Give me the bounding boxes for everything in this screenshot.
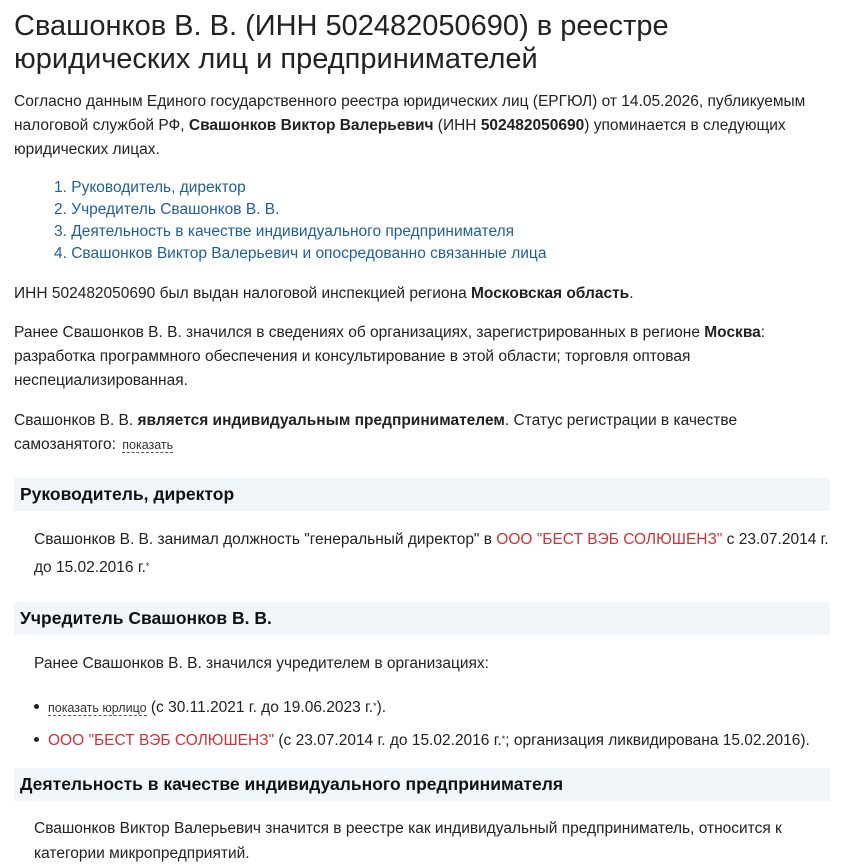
entrepreneur-paragraph: Свашонков Виктор Валерьевич значится в реестре как индивидуальный предприниматель, относится к категории микропредприятий. [34,820,782,862]
director-text: Свашонков В. В. занимал должность "генеральный директор" в [34,531,497,548]
footnote-star: * [501,734,506,744]
org-link[interactable]: ООО "БЕСТ ВЭБ СОЛЮШЕНЗ" [496,531,723,548]
toc-link-entrepreneur[interactable]: 3. Деятельность в качестве индивидуального предпринимателя [54,223,515,240]
ip-text: Свашонков В. В. [14,412,138,429]
inn-value: 502482050690 [480,117,585,134]
intro-paragraph [14,90,840,162]
inn-region: Московская область [471,285,630,302]
intro-text: ) упоминается в следующих юридических лицах. [14,117,786,158]
ip-text: . Статус регистрации в качестве самозанятого: [14,412,738,453]
intro-text: Согласно данным Единого государственного реестра юридических лиц (ЕРГЮЛ) от 14.05.2026, публикуемым налоговой службой РФ, [14,93,806,134]
founder-lead: Ранее Свашонков В. В. значился учредителем в организациях: [34,655,489,672]
footnote-star: * [145,561,150,571]
entrepreneur-status-paragraph [14,409,840,457]
founder-item-text: ). [376,699,387,716]
prev-text: : разработка программного обеспечения и консультирование в этой области; торговля оптовая неспециализированная. [14,324,766,389]
org-link[interactable]: ООО "БЕСТ ВЭБ СОЛЮШЕНЗ" [48,732,275,749]
intro-text: (ИНН [433,117,481,134]
prev-text: Ранее Свашонков В. В. значился в сведениях об организациях, зарегистрированных в регионе [14,324,705,341]
section-heading-entrepreneur: Деятельность в качестве индивидуального предпринимателя [14,768,830,801]
founder-item-text: (с 23.07.2014 г. до 15.02.2016 г. [274,732,502,749]
section-heading-director: Руководитель, директор [14,478,830,511]
toc-link-related[interactable]: 4. Свашонков Виктор Валерьевич и опосредованно связанные лица [54,245,547,262]
inn-paragraph [14,282,840,306]
bullet [34,704,39,709]
founder-item-text: (с 30.11.2021 г. до 19.06.2023 г. [146,699,374,716]
toc-link-founder[interactable]: 2. Учредитель Свашонков В. В. [54,201,280,218]
list-item [34,697,386,719]
founder-item-text: ; организация ликвидирована 15.02.2016). [505,732,810,749]
inn-text: . [629,285,634,302]
ip-status: является индивидуальным предпринимателем [137,412,505,429]
list-item [34,730,810,752]
show-company-link[interactable]: показать юрлицо [48,701,147,715]
page-title: Свашонков В. В. (ИНН 502482050690) в реестре юридических лиц и предпринимателей [14,10,669,75]
bullet [34,737,39,742]
prev-region: Москва [704,324,761,341]
show-self-employed-link[interactable]: показать [122,438,174,452]
toc-link-director[interactable]: 1. Руководитель, директор [54,179,246,196]
table-of-contents [54,177,546,265]
person-name: Свашонков Виктор Валерьевич [188,117,434,134]
director-text: с 23.07.2014 г. до 15.02.2016 г. [34,531,829,576]
previous-registration-paragraph [14,321,840,393]
director-paragraph [34,526,834,582]
inn-text: ИНН 502482050690 был выдан налоговой инспекцией региона [14,285,472,302]
section-heading-founder: Учредитель Свашонков В. В. [14,602,830,635]
footnote-star: * [373,701,377,711]
